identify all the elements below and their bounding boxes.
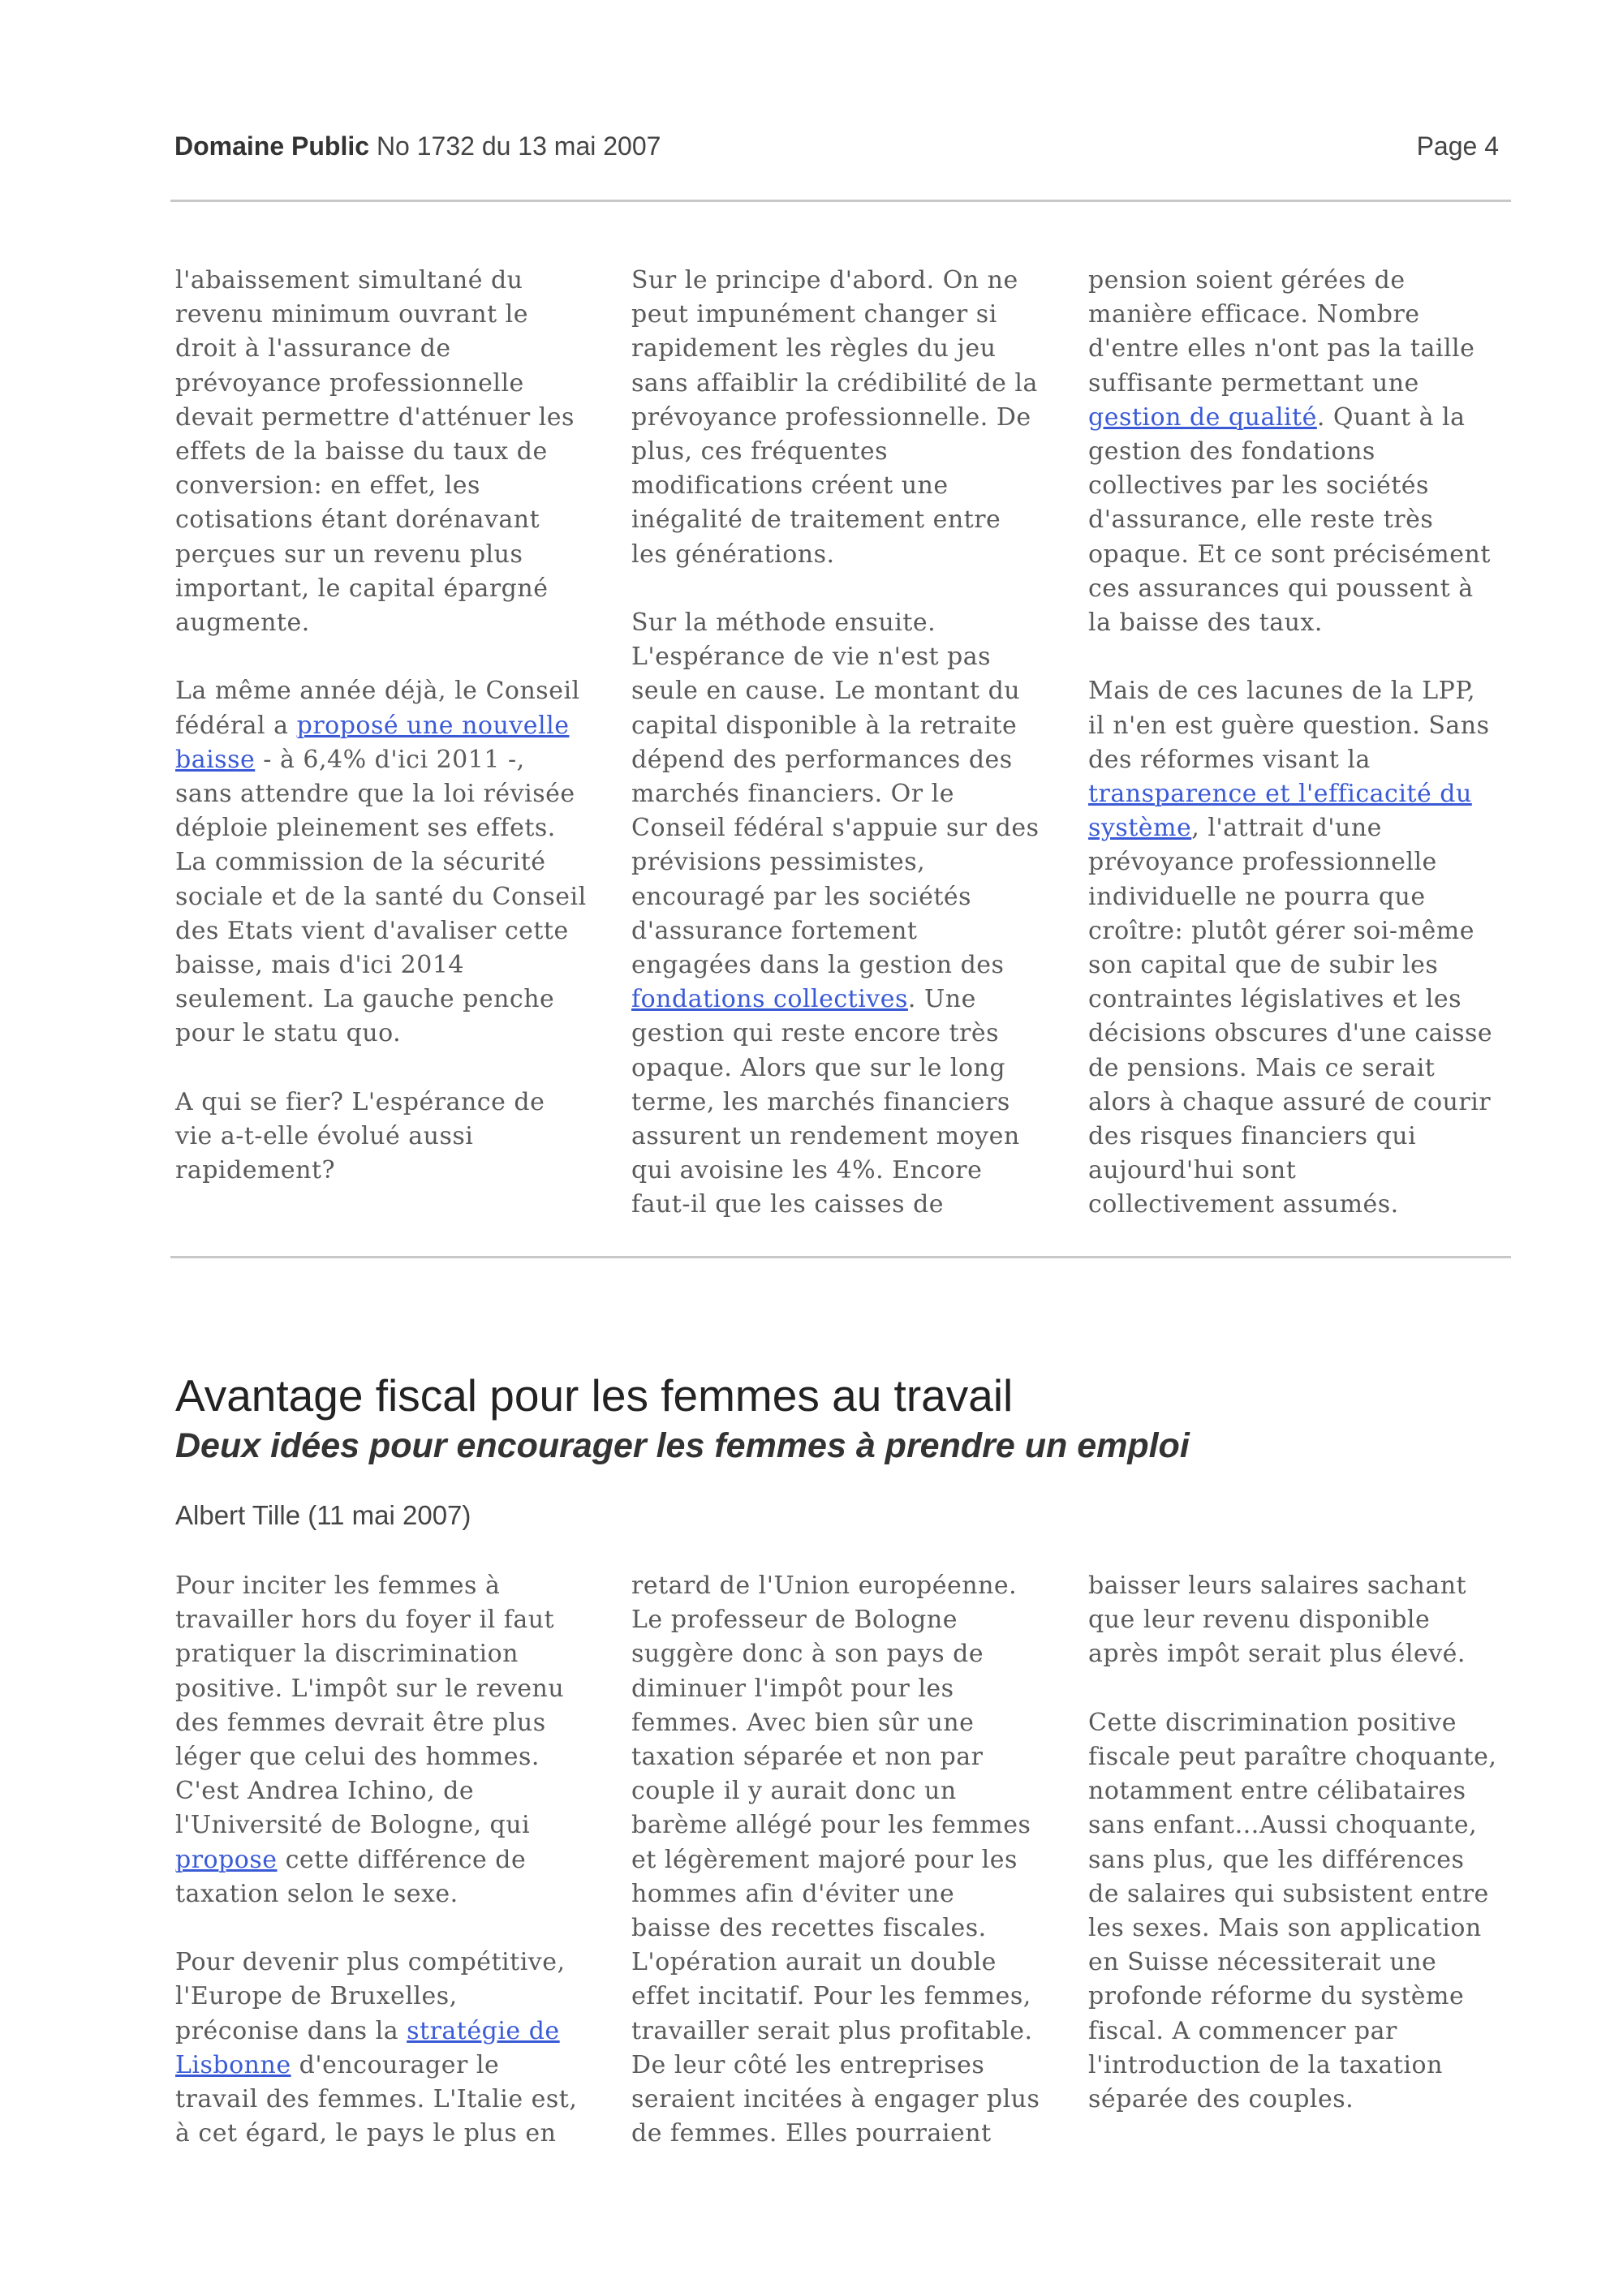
text-line: A qui se fier? L'espérance de [175, 1087, 545, 1116]
text-lines [1088, 435, 1539, 640]
text-line: collectivement assumés. [1088, 1190, 1399, 1219]
text-line [1088, 811, 1539, 845]
text-line: gestion qui reste encore très [631, 1019, 1000, 1048]
text-line: pension soient gérées de [1088, 266, 1406, 295]
text-line [175, 2049, 626, 2083]
text-line: léger que celui des hommes. [175, 1743, 540, 1772]
text-line: revenu minimum ouvrant le [175, 300, 529, 329]
text-line: devait permettre d'atténuer les [175, 402, 575, 432]
paragraph [1088, 264, 1539, 640]
text-line: les sexes. Mais son application [1088, 1914, 1482, 1943]
text-line: faut-il que les caisses de [631, 1190, 945, 1219]
text-line: l'Europe de Bruxelles, [175, 1982, 458, 2011]
text-lines [175, 777, 626, 1051]
text-line: travail des femmes. L'Italie est, [175, 2085, 578, 2114]
text-line: taxation selon le sexe. [175, 1879, 458, 1908]
text-line: effet incitatif. Pour les femmes, [631, 1982, 1031, 2011]
text-line: cotisations étant dorénavant [175, 505, 540, 535]
text-line: baisse, mais d'ici 2014 [175, 951, 464, 980]
link-propose[interactable]: propose [175, 1845, 278, 1874]
text-line: la baisse des taux. [1088, 608, 1323, 638]
paragraph [631, 264, 1082, 572]
text-line: fiscal. A commencer par [1088, 2016, 1397, 2045]
text-line: l'introduction de la taxation [1088, 2050, 1443, 2079]
text-line: L'espérance de vie n'est pas [631, 643, 992, 672]
paragraph [175, 264, 626, 640]
text-line: opaque. Alors que sur le long [631, 1053, 1006, 1082]
text-line: aujourd'hui sont [1088, 1156, 1297, 1185]
text-line: De leur côté les entreprises [631, 2050, 985, 2079]
text-lines [175, 1569, 626, 1843]
text-line [175, 2014, 626, 2049]
text-line: couple il y aurait donc un [631, 1777, 957, 1806]
text-lines [175, 1946, 626, 2014]
text-line: La commission de la sécurité [175, 848, 546, 877]
text-line: individuelle ne pourra que [1088, 882, 1426, 911]
text-line: sociale et de la santé du Conseil [175, 882, 587, 911]
text-line: il n'en est guère question. Sans [1088, 711, 1490, 740]
text-line: opaque. Et ce sont précisément [1088, 540, 1491, 569]
link-quality-management[interactable]: gestion de qualité [1088, 402, 1317, 432]
text-line: alors à chaque assuré de courir [1088, 1087, 1492, 1116]
issue-info: No 1732 du 13 mai 2007 [376, 131, 661, 161]
top-column-1 [175, 264, 626, 1223]
text-line: dépend des performances des [631, 745, 1013, 774]
text-line: des femmes devrait être plus [175, 1708, 546, 1737]
text-line: La même année déjà, le Conseil [175, 677, 580, 706]
text-line: engagées dans la gestion des [631, 951, 1005, 980]
header-divider [170, 200, 1511, 202]
text-line: les générations. [631, 540, 835, 569]
text-line: conversion: en effet, les [175, 471, 480, 501]
text-line [1088, 777, 1539, 811]
text-line: suggère donc à son pays de [631, 1640, 984, 1669]
text-line: droit à l'assurance de [175, 334, 451, 363]
paragraph [631, 1569, 1082, 2151]
text-line: sans attendre que la loi révisée [175, 780, 575, 809]
text-line: l'abaissement simultané du [175, 266, 523, 295]
bottom-column-1 [175, 1569, 626, 2186]
text-line: collectives par les sociétés [1088, 471, 1429, 501]
text-line: Pour inciter les femmes à [175, 1572, 501, 1600]
text-line [175, 709, 626, 743]
text-line: prévisions pessimistes, [631, 848, 926, 877]
link-transparency-efficiency[interactable]: transparence et l'efficacité du [1088, 780, 1472, 809]
paragraph [1088, 1706, 1539, 2117]
text-line: prévoyance professionnelle [1088, 848, 1437, 877]
text-line: pratiquer la discrimination [175, 1640, 519, 1669]
text-lines [631, 606, 1082, 982]
text-line: baisse des recettes fiscales. [631, 1914, 987, 1943]
page-number: Page 4 [1416, 131, 1499, 161]
text-line: rapidement les règles du jeu [631, 334, 997, 363]
text-line: femmes. Avec bien sûr une [631, 1708, 975, 1737]
text-line: positive. L'impôt sur le revenu [175, 1674, 565, 1703]
text-line: augmente. [175, 608, 310, 638]
text-line: profonde réforme du système [1088, 1982, 1465, 2011]
top-column-2 [631, 264, 1082, 1257]
text-line: après impôt serait plus élevé. [1088, 1640, 1466, 1669]
text-line: pour le statu quo. [175, 1019, 402, 1048]
text-line [1088, 401, 1539, 435]
text-line: Le professeur de Bologne [631, 1606, 958, 1635]
text-line: rapidement? [175, 1156, 336, 1185]
text-line: contraintes législatives et les [1088, 985, 1462, 1014]
text-line: encouragé par les sociétés [631, 882, 972, 911]
text-line: gestion des fondations [1088, 437, 1375, 467]
text-line: d'entre elles n'ont pas la taille [1088, 334, 1475, 363]
text-line: Pour devenir plus compétitive, [175, 1948, 566, 1977]
text-line: sans affaiblir la crédibilité de la [631, 368, 1038, 398]
text-line: terme, les marchés financiers [631, 1087, 1010, 1116]
text-line: que leur revenu disponible [1088, 1606, 1431, 1635]
text-lines [1088, 674, 1539, 777]
text-line: baisser leurs salaires sachant [1088, 1572, 1467, 1600]
text-line: retard de l'Union européenne. [631, 1572, 1018, 1600]
paragraph [175, 1569, 626, 1911]
text-line: et légèrement majoré pour les [631, 1845, 1018, 1874]
link-lisbon-strategy[interactable]: stratégie de [407, 2016, 560, 2045]
text-line: croître: plutôt gérer soi-même [1088, 916, 1474, 945]
text-lines [175, 1877, 626, 1911]
text-line: ces assurances qui poussent à [1088, 574, 1474, 603]
text-fragment: - à 6,4% d'ici 2011 -, [255, 745, 525, 774]
text-fragment: préconise dans la [175, 2016, 407, 2045]
text-line: plus, ces fréquentes [631, 437, 889, 467]
text-line: manière efficace. Nombre [1088, 300, 1420, 329]
text-lines [1088, 845, 1539, 1222]
text-line: capital disponible à la retraite [631, 711, 1018, 740]
text-line: fiscale peut paraître choquante, [1088, 1743, 1497, 1771]
text-line: Mais de ces lacunes de la LPP, [1088, 677, 1475, 706]
text-fragment: . Une [907, 985, 976, 1014]
text-line: décisions obscures d'une caisse [1088, 1019, 1493, 1048]
text-fragment: . Quant à la [1316, 402, 1466, 432]
text-line: C'est Andrea Ichino, de [175, 1777, 475, 1806]
text-line [175, 743, 626, 777]
text-line: d'assurance, elle reste très [1088, 505, 1434, 535]
text-line: de femmes. Elles pourraient [631, 2119, 992, 2148]
text-line: prévoyance professionnelle [175, 368, 524, 398]
text-line: Sur la méthode ensuite. [631, 608, 936, 638]
text-line: séparée des couples. [1088, 2085, 1354, 2114]
text-line: des risques financiers qui [1088, 1122, 1417, 1151]
text-line: perçues sur un revenu plus [175, 540, 523, 569]
text-line: Conseil fédéral s'appuie sur des [631, 814, 1040, 843]
text-line: Cette discrimination positive [1088, 1708, 1457, 1737]
paragraph [175, 1086, 626, 1189]
bottom-column-2 [631, 1569, 1082, 2186]
text-fragment: , l'attrait d'une [1191, 814, 1382, 843]
text-line: Sur le principe d'abord. On ne [631, 266, 1018, 295]
text-line: à cet égard, le pays le plus en [175, 2119, 557, 2148]
link-proposed-new-cut[interactable]: proposé une nouvelle [296, 711, 570, 740]
text-line: qui avoisine les 4%. Encore [631, 1156, 983, 1185]
text-fragment: d'encourager le [291, 2050, 500, 2079]
page-header [174, 131, 1499, 161]
text-line: barème allégé pour les femmes [631, 1811, 1031, 1840]
text-line: seulement. La gauche penche [175, 985, 555, 1014]
paragraph [1088, 674, 1539, 1222]
text-line: travailler hors du foyer il faut [175, 1606, 555, 1635]
text-fragment: cette différence de [277, 1845, 527, 1874]
text-line: effets de la baisse du taux de [175, 437, 548, 467]
text-line: travailler serait plus profitable. [631, 2016, 1033, 2045]
text-line: de pensions. Mais ce serait [1088, 1053, 1436, 1082]
text-line [175, 1843, 626, 1877]
paragraph [175, 674, 626, 1051]
text-line: de salaires qui subsistent entre [1088, 1879, 1489, 1908]
text-line: d'assurance fortement [631, 916, 918, 945]
text-line: seule en cause. Le montant du [631, 677, 1021, 706]
text-fragment: fédéral a [175, 711, 297, 740]
bottom-column-3 [1088, 1569, 1539, 2151]
text-line: sans plus, que les différences [1088, 1845, 1465, 1874]
text-line: sans enfant…Aussi choquante, [1088, 1811, 1478, 1840]
paragraph [631, 606, 1082, 1223]
text-line: déploie pleinement ses effets. [175, 814, 556, 843]
text-line: peut impunément changer si [631, 300, 997, 329]
text-line: modifications créent une [631, 471, 949, 501]
text-line: diminuer l'impôt pour les [631, 1674, 954, 1703]
paragraph [1088, 1569, 1539, 1672]
text-line: taxation séparée et non par [631, 1743, 984, 1772]
text-line: suffisante permettant une [1088, 368, 1419, 398]
text-line: hommes afin d'éviter une [631, 1879, 955, 1908]
text-lines [631, 1017, 1082, 1222]
publication-name: Domaine Public [174, 131, 370, 161]
text-line: seraient incitées à engager plus [631, 2085, 1040, 2114]
text-line: des Etats vient d'avaliser cette [175, 916, 569, 945]
text-line: marchés financiers. Or le [631, 780, 954, 809]
text-line: des réformes visant la [1088, 745, 1371, 774]
link-lisbon-strategy-cont[interactable]: Lisbonne [175, 2050, 291, 2079]
article-author: Albert Tille (11 mai 2007) [175, 1500, 471, 1530]
text-line: assurent un rendement moyen [631, 1122, 1020, 1151]
text-line: L'opération aurait un double [631, 1948, 997, 1977]
article-title: Avantage fiscal pour les femmes au travail [175, 1370, 1014, 1421]
paragraph [175, 1946, 626, 2151]
text-line: notamment entre célibataires [1088, 1777, 1466, 1806]
text-lines [175, 2083, 626, 2151]
link-collective-foundations[interactable]: fondations collectives [631, 985, 908, 1014]
text-line: son capital que de subir les [1088, 951, 1439, 980]
text-lines [1088, 264, 1539, 401]
link-transparency-efficiency-cont[interactable]: système [1088, 814, 1192, 843]
text-line: inégalité de traitement entre [631, 505, 1001, 535]
text-line: important, le capital épargné [175, 574, 549, 603]
text-line [631, 982, 1082, 1017]
top-column-3 [1088, 264, 1539, 1257]
link-proposed-new-cut-cont[interactable]: baisse [175, 745, 256, 774]
text-line: en Suisse nécessiterait une [1088, 1948, 1437, 1977]
text-line: prévoyance professionnelle. De [631, 402, 1031, 432]
text-line: l'Université de Bologne, qui [175, 1811, 531, 1840]
text-line: vie a-t-elle évolué aussi [175, 1122, 474, 1151]
article-subtitle: Deux idées pour encourager les femmes à prendre un emploi [175, 1426, 1190, 1465]
article-divider [170, 1256, 1511, 1258]
